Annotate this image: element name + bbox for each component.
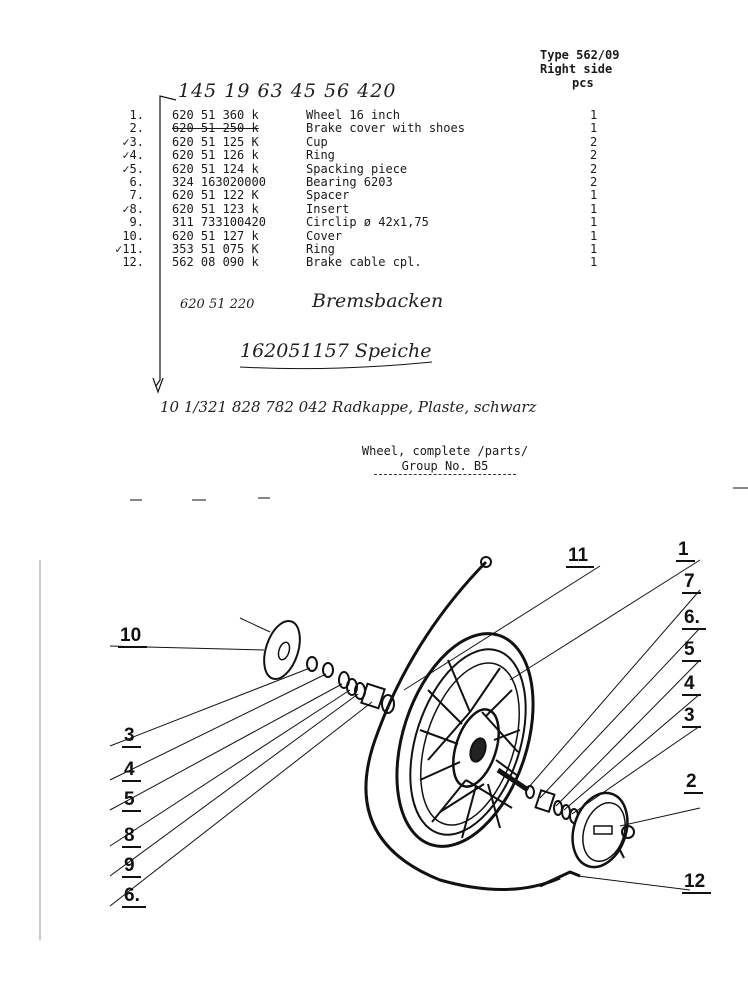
part-number: ✓11.	[115, 241, 144, 256]
part-description: Brake cover with shoes	[306, 121, 465, 136]
caption-group: Group No. B5	[374, 459, 517, 475]
callout-6-left: 6.	[122, 886, 146, 908]
callout-3-left: 3	[122, 726, 141, 748]
side-label: Right side	[540, 62, 613, 76]
part-quantity: 2	[590, 161, 598, 176]
underline-speiche	[240, 362, 432, 369]
part-number: ✓4.	[122, 148, 144, 163]
part-description: Ring	[306, 241, 335, 256]
part-quantity: 1	[590, 121, 598, 136]
part-description: Bearing 6203	[306, 174, 393, 189]
part-number: ✓3.	[122, 134, 144, 149]
callout-3-right: 3	[682, 706, 701, 728]
part-description: Spacking piece	[306, 161, 408, 176]
part-code: 620 51 122 K	[172, 188, 259, 203]
part-description: Circlip ø 42x1,75	[306, 215, 429, 230]
callout-11: 11	[566, 546, 594, 568]
part-quantity: 1	[590, 108, 598, 122]
callout-12: 12	[682, 872, 711, 894]
part-number: 7.	[129, 188, 144, 203]
callout-7: 7	[682, 572, 701, 594]
part-description: Ring	[306, 148, 335, 163]
part-quantity: 1	[590, 215, 598, 230]
part-quantity: 2	[590, 148, 598, 163]
part-description: Wheel 16 inch	[306, 108, 400, 122]
part-code: 620 51 127 k	[172, 228, 259, 243]
part-code: 562 08 090 k	[172, 255, 259, 270]
callout-5-right: 5	[682, 640, 701, 662]
part-code: 353 51 075 K	[172, 241, 259, 256]
handwritten-bracket	[156, 96, 176, 386]
part-quantity: 1	[590, 241, 598, 256]
handwritten-brems-code: 620 51 220	[180, 297, 255, 312]
part-description: Insert	[306, 201, 350, 216]
type-label: Type 562/09	[540, 48, 620, 62]
callout-5-left: 5	[122, 790, 141, 812]
part-number: 9.	[129, 215, 144, 230]
part-code: 620 51 126 k	[172, 148, 259, 163]
part-number: 1.	[129, 108, 144, 122]
bearing-right	[536, 790, 555, 811]
caption-title: Wheel, complete /parts/	[361, 444, 529, 458]
callout-8: 8	[122, 826, 141, 848]
callout-1: 1	[676, 540, 695, 562]
spacer	[526, 786, 534, 798]
callout-10: 10	[118, 626, 147, 648]
part-code: 620 51 250 k	[172, 121, 259, 136]
part-number: 2.	[129, 121, 144, 136]
part-code: 620 51 124 k	[172, 161, 259, 176]
pcs-label: pcs	[572, 76, 594, 90]
part-number: 10.	[122, 228, 144, 243]
spacking-piece-right	[554, 801, 562, 815]
part-number: ✓5.	[122, 161, 144, 176]
handwritten-bottom-note: 10 1/321 828 782 042 Radkappe, Plaste, schwarz	[160, 398, 537, 416]
handwritten-arrow	[153, 378, 163, 392]
part-description: Brake cable cpl.	[306, 255, 422, 270]
part-quantity: 1	[590, 255, 598, 270]
part-quantity: 1	[590, 188, 598, 203]
part-code: 620 51 125 K	[172, 134, 259, 149]
part-quantity: 2	[590, 134, 598, 149]
ring-right	[562, 805, 570, 819]
part-description: Cover	[306, 228, 343, 243]
part-quantity: 1	[590, 228, 598, 243]
part-code: 311 733100420	[172, 215, 266, 230]
part-number: 6.	[129, 174, 144, 189]
part-quantity: 2	[590, 174, 598, 189]
part-quantity: 1	[590, 201, 598, 216]
handwritten-brems-text: Bremsbacken	[312, 290, 444, 312]
part-code: 620 51 123 k	[172, 201, 259, 216]
part-number: 12.	[122, 255, 144, 270]
hub-cover	[258, 617, 307, 684]
handwritten-speiche: 162051157 Speiche	[240, 340, 432, 362]
callout-4-left: 4	[122, 760, 141, 782]
handwritten-top-numbers: 145 19 63 45 56 420	[178, 80, 397, 102]
part-description: Spacer	[306, 188, 350, 203]
callout-4-right: 4	[682, 674, 701, 696]
part-code: 324 163020000	[172, 174, 266, 189]
part-code: 620 51 360 k	[172, 108, 259, 122]
part-description: Cup	[306, 134, 328, 149]
part-number: ✓8.	[122, 201, 144, 216]
callout-9: 9	[122, 856, 141, 878]
callout-2: 2	[684, 772, 703, 794]
callout-6-right: 6.	[682, 608, 706, 630]
